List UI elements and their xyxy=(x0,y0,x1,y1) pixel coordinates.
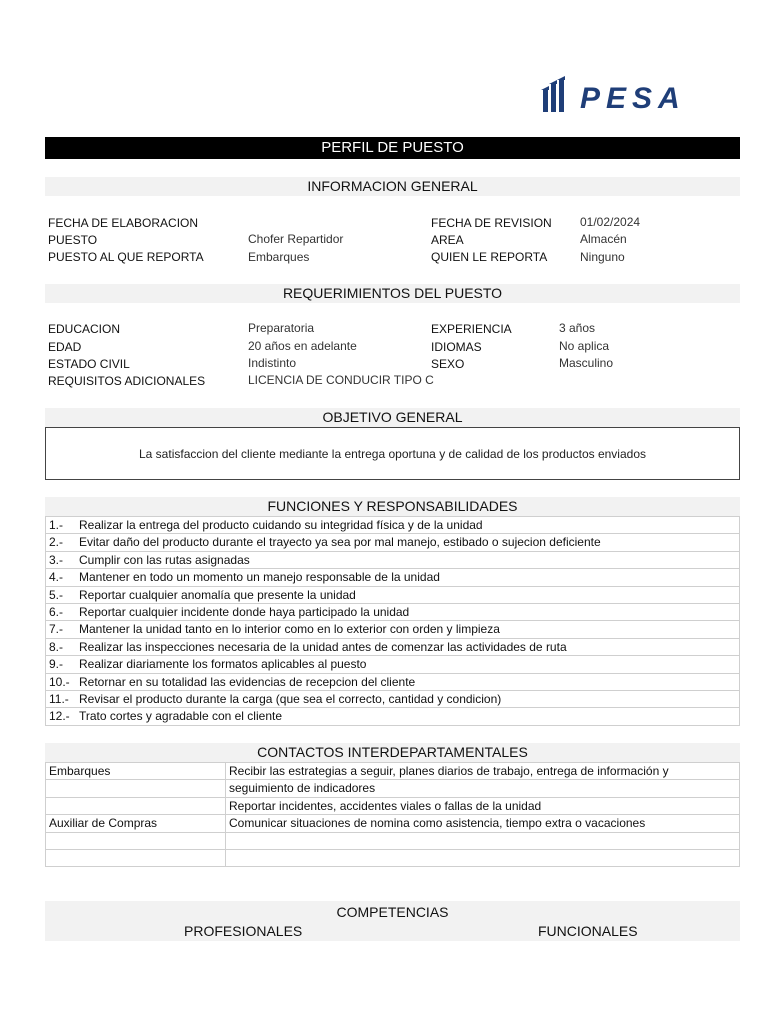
idiomas-label: IDIOMAS xyxy=(431,340,482,354)
contact-description: Recibir las estrategias a seguir, planes diarios de trabajo, entrega de información y xyxy=(226,763,740,780)
table-row xyxy=(46,517,740,534)
table-row xyxy=(46,621,740,638)
function-number: 2.- xyxy=(46,534,77,551)
area-value: Almacén xyxy=(580,232,627,246)
puesto-value: Chofer Repartidor xyxy=(248,232,344,246)
section-functions-heading: FUNCIONES Y RESPONSABILIDADES xyxy=(45,497,740,516)
section-objective-heading: OBJETIVO GENERAL xyxy=(45,408,740,427)
function-number: 8.- xyxy=(46,638,77,655)
contact-department xyxy=(46,832,226,849)
table-row xyxy=(46,673,740,690)
contact-description: Comunicar situaciones de nomina como asistencia, tiempo extra o vacaciones xyxy=(226,815,740,832)
quien-label: QUIEN LE REPORTA xyxy=(431,250,548,264)
section-contacts-heading: CONTACTOS INTERDEPARTAMENTALES xyxy=(45,743,740,762)
idiomas-value: No aplica xyxy=(559,339,610,353)
contact-description xyxy=(226,849,740,866)
function-number: 11.- xyxy=(46,690,77,707)
function-number: 6.- xyxy=(46,603,77,620)
reporta-label: PUESTO AL QUE REPORTA xyxy=(48,250,204,264)
contact-description: Reportar incidentes, accidentes viales o fallas de la unidad xyxy=(226,797,740,814)
table-row xyxy=(46,708,740,725)
table-row xyxy=(46,780,740,797)
contact-department xyxy=(46,797,226,814)
function-text: Realizar diariamente los formatos aplicables al puesto xyxy=(76,656,740,673)
experiencia-value: 3 años xyxy=(559,321,596,335)
section-general-heading: INFORMACION GENERAL xyxy=(45,177,740,196)
function-number: 9.- xyxy=(46,656,77,673)
table-row xyxy=(46,551,740,568)
table-row xyxy=(46,534,740,551)
section-requirements-heading: REQUERIMIENTOS DEL PUESTO xyxy=(45,284,740,303)
competencies-heading: COMPETENCIAS xyxy=(336,904,449,920)
fecha-revision-label: FECHA DE REVISION xyxy=(431,216,552,230)
table-row xyxy=(46,849,740,866)
educacion-label: EDUCACION xyxy=(48,322,121,336)
table-row xyxy=(46,797,740,814)
educacion-value: Preparatoria xyxy=(248,321,315,335)
sexo-value: Masculino xyxy=(559,356,614,370)
function-text: Reportar cualquier incidente donde haya participado la unidad xyxy=(76,603,740,620)
contact-description xyxy=(226,832,740,849)
function-text: Reportar cualquier anomalía que presente la unidad xyxy=(76,586,740,603)
puesto-label: PUESTO xyxy=(48,233,98,247)
competencies-section xyxy=(45,901,740,941)
adicionales-value: LICENCIA DE CONDUCIR TIPO C xyxy=(248,373,434,387)
civil-label: ESTADO CIVIL xyxy=(48,357,130,371)
function-number: 12.- xyxy=(46,708,77,725)
function-text: Evitar daño del producto durante el trayecto ya sea por mal manejo, estibado o sujecion deficiente xyxy=(76,534,740,551)
fecha-revision-value: 01/02/2024 xyxy=(580,215,641,229)
fecha-elaboracion-label: FECHA DE ELABORACION xyxy=(48,216,199,230)
table-row xyxy=(46,832,740,849)
contact-description: seguimiento de indicadores xyxy=(226,780,740,797)
functions-table xyxy=(45,516,740,726)
function-text: Mantener en todo un momento un manejo responsable de la unidad xyxy=(76,569,740,586)
funcionales-heading: FUNCIONALES xyxy=(538,923,638,939)
experiencia-label: EXPERIENCIA xyxy=(431,322,512,336)
function-number: 4.- xyxy=(46,569,77,586)
function-text: Realizar las inspecciones necesaria de la unidad antes de comenzar las actividades de ruta xyxy=(76,638,740,655)
function-text: Realizar la entrega del producto cuidando su integridad física y de la unidad xyxy=(76,517,740,534)
function-text: Revisar el producto durante la carga (que sea el correcto, cantidad y condicion) xyxy=(76,690,740,707)
table-row xyxy=(46,656,740,673)
table-row xyxy=(46,586,740,603)
table-row xyxy=(46,763,740,780)
profesionales-heading: PROFESIONALES xyxy=(184,923,303,939)
table-row xyxy=(46,690,740,707)
table-row xyxy=(46,569,740,586)
reporta-value: Embarques xyxy=(248,250,310,264)
function-number: 10.- xyxy=(46,673,77,690)
function-text: Trato cortes y agradable con el cliente xyxy=(76,708,740,725)
contact-department xyxy=(46,780,226,797)
function-text: Cumplir con las rutas asignadas xyxy=(76,551,740,568)
function-text: Retornar en su totalidad las evidencias de recepcion del cliente xyxy=(76,673,740,690)
table-row xyxy=(46,815,740,832)
function-number: 5.- xyxy=(46,586,77,603)
edad-value: 20 años en adelante xyxy=(248,339,357,353)
area-label: AREA xyxy=(431,233,464,247)
civil-value: Indistinto xyxy=(248,356,297,370)
objective-text: La satisfaccion del cliente mediante la entrega oportuna y de calidad de los productos enviados xyxy=(139,446,646,461)
contact-department xyxy=(46,849,226,866)
adicionales-label: REQUISITOS ADICIONALES xyxy=(48,374,206,388)
function-number: 3.- xyxy=(46,551,77,568)
table-row xyxy=(46,638,740,655)
contacts-table xyxy=(45,762,740,867)
table-row xyxy=(46,603,740,620)
edad-label: EDAD xyxy=(48,340,82,354)
pesa-logo xyxy=(540,74,720,114)
function-text: Mantener la unidad tanto en lo interior como en lo exterior con orden y limpieza xyxy=(76,621,740,638)
page-title: PERFIL DE PUESTO xyxy=(45,137,740,159)
contact-department: Auxiliar de Compras xyxy=(46,815,226,832)
logo-text: PESA xyxy=(580,82,686,114)
pesa-logo-graphic xyxy=(540,74,720,114)
function-number: 1.- xyxy=(46,517,77,534)
sexo-label: SEXO xyxy=(431,357,465,371)
contact-department: Embarques xyxy=(46,763,226,780)
function-number: 7.- xyxy=(46,621,77,638)
objective-box xyxy=(45,427,740,480)
quien-value: Ninguno xyxy=(580,250,625,264)
